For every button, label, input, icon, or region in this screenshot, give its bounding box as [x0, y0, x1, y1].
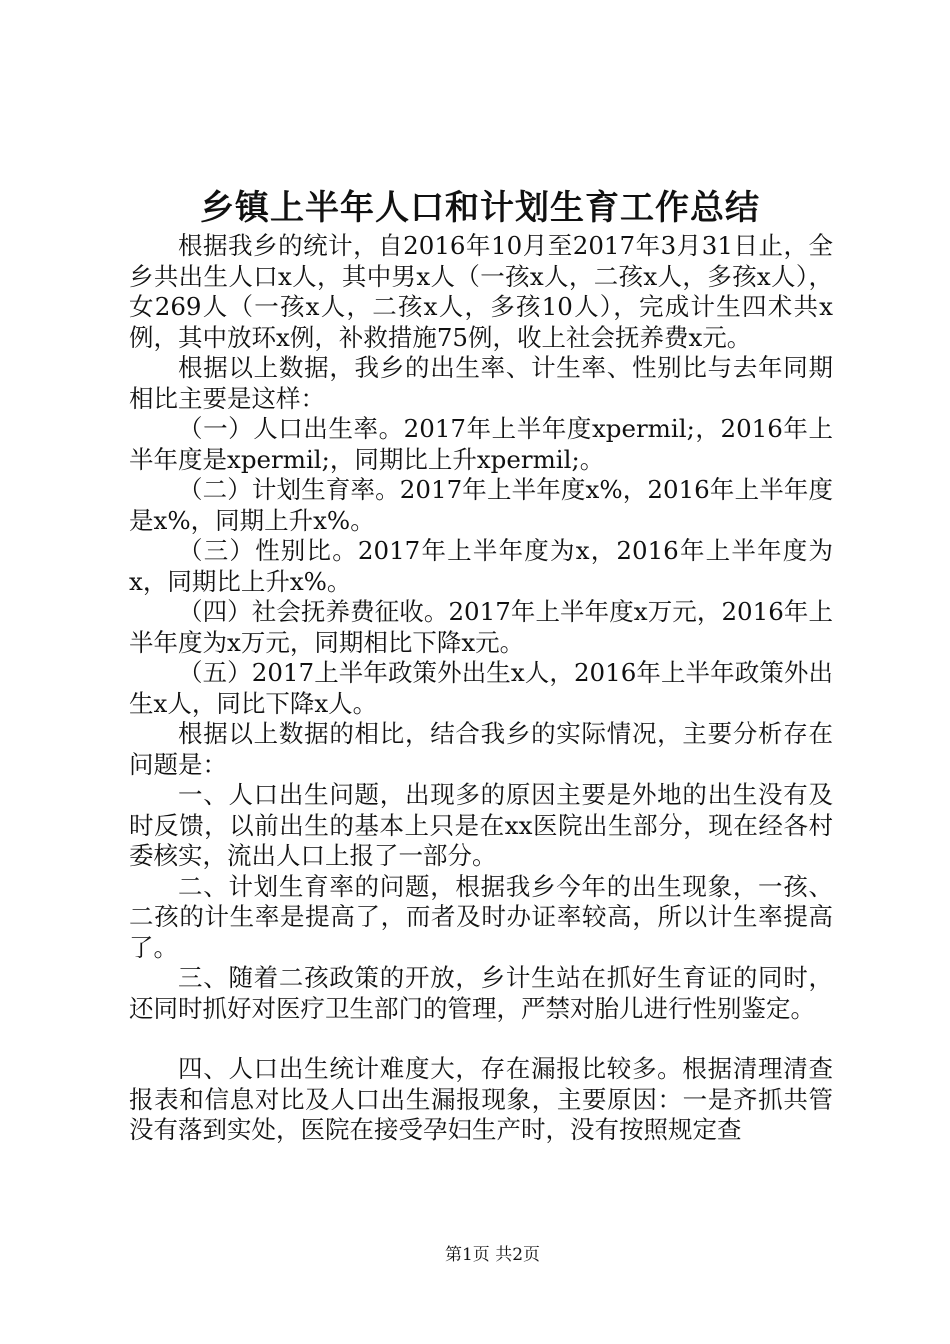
paragraph: 三、随着二孩政策的开放，乡计生站在抓好生育证的同时，还同时抓好对医疗卫生部门的管理，严禁对胎儿进行性别鉴定。: [129, 963, 833, 1023]
paragraph: 一、人口出生问题，出现多的原因主要是外地的出生没有及时反馈，以前出生的基本上只是在xx医院出生部分，现在经各村委核实，流出人口上报了一部分。: [129, 780, 833, 870]
paragraph: （三）性别比。2017年上半年度为x，2016年上半年度为x，同期比上升x%。: [129, 536, 833, 596]
page-number: 第1页 共2页: [444, 1245, 541, 1265]
paragraph: （五）2017上半年政策外出生x人，2016年上半年政策外出生x人，同比下降x人。: [129, 658, 833, 718]
paragraph: 二、计划生育率的问题，根据我乡今年的出生现象，一孩、二孩的计生率是提高了，而者及时办证率较高，所以计生率提高了。: [129, 871, 833, 962]
document-body: [129, 231, 833, 1146]
paragraph: （一）人口出生率。2017年上半年度xpermil;，2016年上半年度是xpermil;，同期比上升xpermil;。: [129, 414, 833, 474]
paragraph: （二）计划生育率。2017年上半年度x%，2016年上半年度是x%，同期上升x%。: [129, 475, 833, 535]
paragraph: 四、人口出生统计难度大，存在漏报比较多。根据清理清查报表和信息对比及人口出生漏报现象，主要原因：一是齐抓共管没有落到实处，医院在接受孕妇生产时，没有按照规定查: [129, 1054, 833, 1144]
paragraph: （四）社会抚养费征收。2017年上半年度x万元，2016年上半年度为x万元，同期相比下降x元。: [129, 597, 833, 657]
paragraph: 根据以上数据的相比，结合我乡的实际情况，主要分析存在问题是：: [129, 719, 833, 779]
paragraph: 根据以上数据，我乡的出生率、计生率、性别比与去年同期相比主要是这样：: [129, 353, 833, 413]
paragraph: 根据我乡的统计，自2016年10月至2017年3月31日止，全乡共出生人口x人，其中男x人（一孩x人，二孩x人，多孩x人），女269人（一孩x人，二孩x人，多孩10人），完成计生四术共x例，其中放环x例，补救措施75例，收上社会抚养费x元。: [129, 231, 833, 352]
page-title: 乡镇上半年人口和计划生育工作总结: [200, 188, 760, 228]
